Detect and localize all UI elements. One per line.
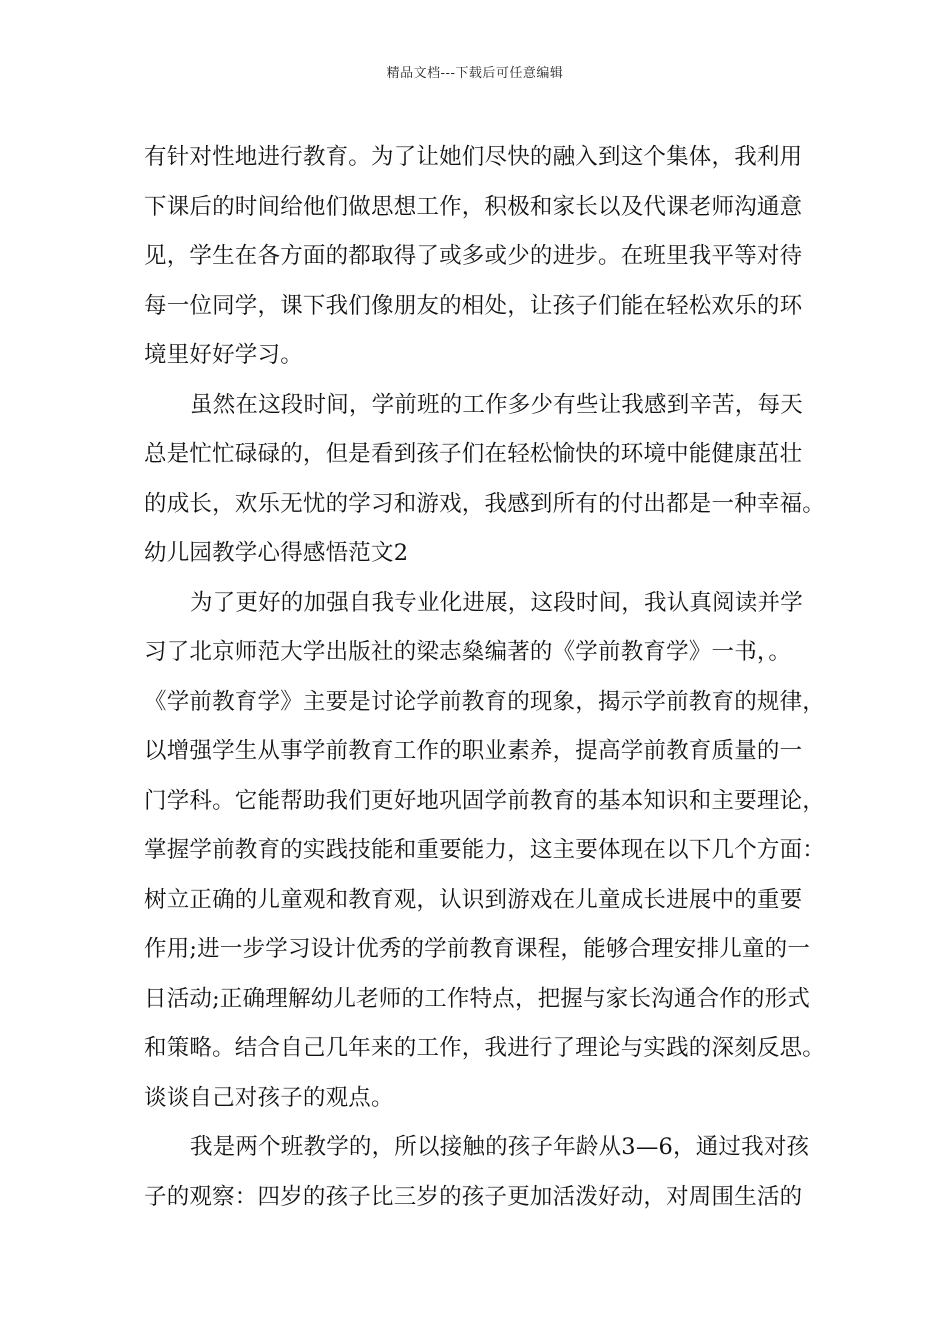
text-line: 作用;进一步学习设计优秀的学前教育课程，能够合理安排儿童的一 [144,936,811,962]
text-line: 总是忙忙碌碌的，但是看到孩子们在轻松愉快的环境中能健康茁壮 [144,441,803,467]
text-line: 每一位同学，课下我们像朋友的相处，让孩子们能在轻松欢乐的环 [144,292,803,319]
text-line: 以增强学生从事学前教育工作的职业素养，提高学前教育质量的一 [144,738,803,764]
text-line: 我是两个班教学的，所以接触的孩子年龄从3—6，通过我对孩 [190,1134,810,1160]
text-line: 的成长，欢乐无忧的学习和游戏，我感到所有的付出都是一种幸福。 [144,490,826,517]
text-line: 见，学生在各方面的都取得了或多或少的进步。在班里我平等对待 [144,243,803,269]
text-line: 幼儿园教学心得感悟范文2 [144,540,409,566]
text-line: 《学前教育学》主要是讨论学前教育的现象，揭示学前教育的规律， [144,688,826,715]
text-line: 为了更好的加强自我专业化进展，这段时间，我认真阅读并学 [190,589,803,616]
text-line: 境里好好学习。 [144,342,303,368]
text-line: 谈谈自己对孩子的观点。 [144,1084,394,1111]
text-line: 子的观察：四岁的孩子比三岁的孩子更加活泼好动，对周围生活的 [144,1183,803,1210]
document-body [144,133,826,1222]
text-line: 虽然在这段时间，学前班的工作多少有些让我感到辛苦，每天 [190,391,803,418]
text-line: 下课后的时间给他们做思想工作，积极和家长以及代课老师沟通意 [144,193,803,220]
text-line: 习了北京师范大学出版社的梁志燊编著的《学前教育学》一书，。 [144,639,792,665]
text-line: 有针对性地进行教育。为了让她们尽快的融入到这个集体，我利用 [144,144,803,170]
text-line: 和策略。结合自己几年来的工作，我进行了理论与实践的深刻反思。 [144,1035,826,1061]
text-line: 树立正确的儿童观和教育观，认识到游戏在儿童成长进展中的重要 [144,886,803,913]
text-line: 日活动;正确理解幼儿老师的工作特点，把握与家长沟通合作的形式 [144,985,811,1012]
text-line: 门学科。它能帮助我们更好地巩固学前教育的基本知识和主要理论， [144,787,826,814]
page-header: 精品文档---下载后可任意编辑 [386,66,564,81]
text-line: 掌握学前教育的实践技能和重要能力，这主要体现在以下几个方面： [144,837,826,863]
